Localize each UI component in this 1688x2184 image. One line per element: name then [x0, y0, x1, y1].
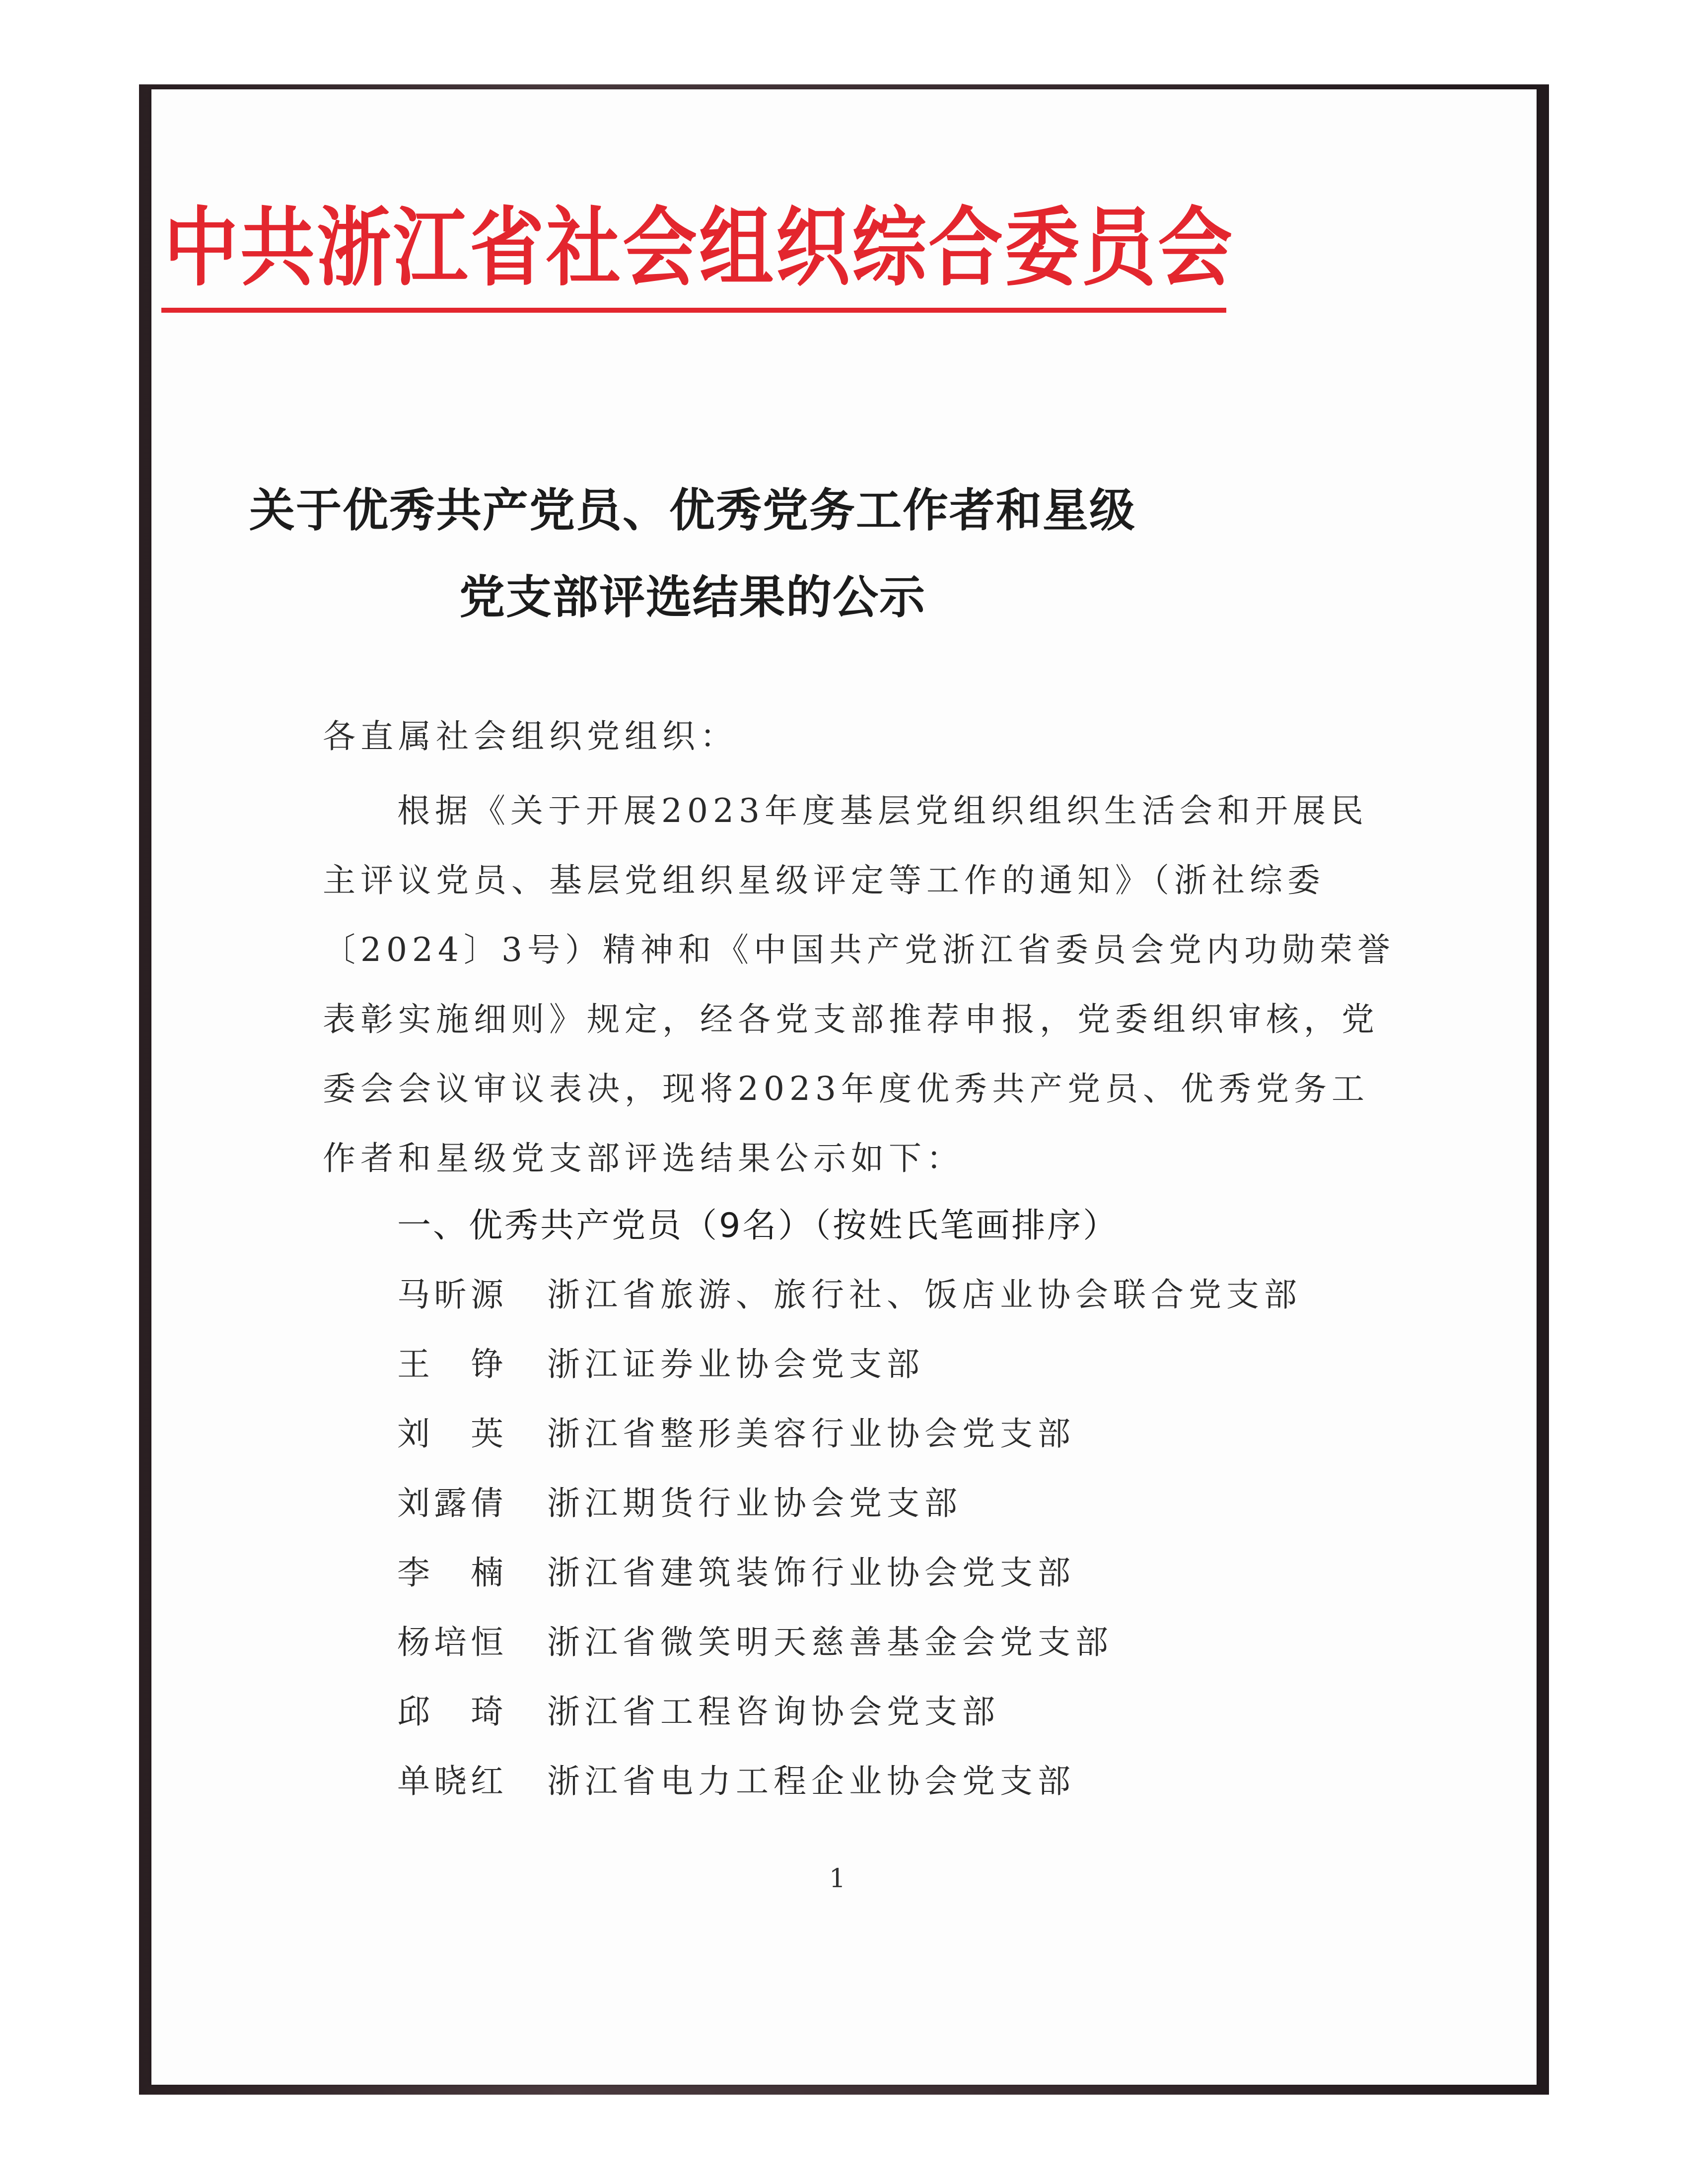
- document-title-line-1: 关于优秀共产党员、优秀党务工作者和星级: [249, 483, 1136, 537]
- document-title-line-2: 党支部评选结果的公示: [459, 570, 926, 624]
- member-name: 刘 英: [397, 1415, 507, 1453]
- member-name: 马昕源: [397, 1276, 507, 1314]
- member-org: 浙江省建筑装饰行业协会党支部: [547, 1554, 1075, 1592]
- member-name: 李 楠: [397, 1554, 507, 1592]
- body-line-5: 委会会议审议表决，现将2023年度优秀共产党员、优秀党务工: [323, 1070, 1369, 1108]
- member-org: 浙江省电力工程企业协会党支部: [547, 1762, 1075, 1800]
- member-org: 浙江省微笑明天慈善基金会党支部: [547, 1623, 1113, 1661]
- header-red-rule: [161, 308, 1226, 313]
- page-number: 1: [829, 1864, 846, 1894]
- member-name: 单晓红: [397, 1762, 507, 1800]
- member-name: 杨培恒: [397, 1623, 507, 1661]
- body-line-2: 主评议党员、基层党组织星级评定等工作的通知》（浙社综委: [323, 861, 1325, 899]
- member-org: 浙江省旅游、旅行社、饭店业协会联合党支部: [547, 1276, 1302, 1314]
- member-name: 王 铮: [397, 1345, 507, 1383]
- member-name: 刘露倩: [397, 1484, 507, 1522]
- body-line-6: 作者和星级党支部评选结果公示如下：: [323, 1139, 964, 1177]
- salutation: 各直属社会组织党组织：: [323, 717, 738, 755]
- section-heading-excellent-members: 一、优秀共产党员（9名）（按姓氏笔画排序）: [397, 1206, 1119, 1245]
- member-org: 浙江省整形美容行业协会党支部: [547, 1415, 1075, 1453]
- organization-header: 中共浙江省社会组织综合委员会: [164, 197, 1235, 298]
- member-name: 邱 琦: [397, 1693, 507, 1731]
- member-org: 浙江期货行业协会党支部: [547, 1484, 962, 1522]
- member-org: 浙江证券业协会党支部: [547, 1345, 924, 1383]
- body-line-4: 表彰实施细则》规定，经各党支部推荐申报，党委组织审核，党: [323, 1000, 1379, 1038]
- body-line-1: 根据《关于开展2023年度基层党组织组织生活会和开展民: [397, 792, 1368, 830]
- body-line-3: 〔2024〕3号）精神和《中国共产党浙江省委员会党内功勋荣誉: [323, 931, 1395, 969]
- member-org: 浙江省工程咨询协会党支部: [547, 1693, 1000, 1731]
